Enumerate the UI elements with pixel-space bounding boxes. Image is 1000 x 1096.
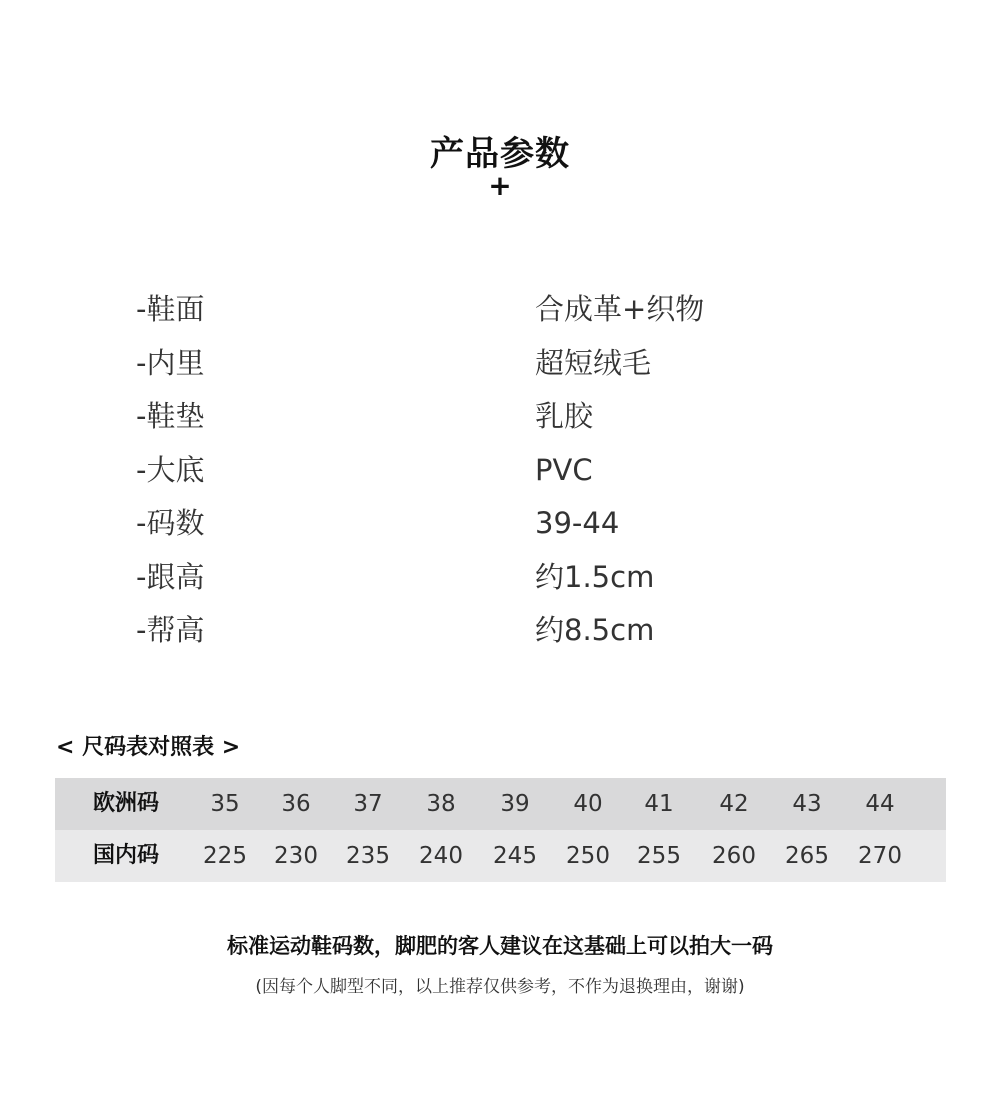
- param-row: [0, 550, 1000, 604]
- param-key: -码数: [136, 506, 205, 540]
- param-key: -鞋垫: [136, 399, 205, 433]
- table-cell: 43: [792, 791, 822, 817]
- param-value: PVC: [535, 452, 593, 487]
- disclaimer-note: (因每个人脚型不同，以上推荐仅供参考，不作为退换理由，谢谢): [255, 977, 745, 997]
- table-cell: 260: [712, 843, 756, 869]
- param-row: [0, 389, 1000, 443]
- param-row: [0, 443, 1000, 497]
- table-cell: 255: [637, 843, 681, 869]
- param-value: 约1.5cm: [535, 559, 655, 594]
- table-cell: 44: [865, 791, 895, 817]
- table-cell: 230: [274, 843, 318, 869]
- param-row: [0, 336, 1000, 390]
- table-cell: 39: [500, 791, 530, 817]
- table-row-eu: [55, 778, 946, 830]
- size-chart-heading: < 尺码表对照表 >: [56, 735, 241, 760]
- table-cell: 42: [719, 791, 749, 817]
- row-label: 欧洲码: [93, 791, 160, 816]
- page-title: 产品参数: [430, 134, 570, 174]
- table-cell: 40: [573, 791, 603, 817]
- param-value: 约8.5cm: [535, 613, 655, 647]
- table-cell: 265: [785, 843, 829, 869]
- table-cell: 35: [210, 791, 240, 817]
- param-key: -跟高: [136, 559, 205, 594]
- param-key: -帮高: [136, 613, 205, 647]
- table-cell: 37: [353, 791, 383, 817]
- plus-icon: +: [488, 169, 512, 202]
- table-cell: 235: [346, 843, 390, 869]
- param-key: -大底: [136, 452, 205, 487]
- table-cell: 250: [566, 843, 610, 869]
- row-label: 国内码: [93, 843, 160, 868]
- table-cell: 245: [493, 843, 537, 869]
- param-value: 合成革+织物: [535, 292, 705, 326]
- param-key: -内里: [136, 345, 205, 380]
- table-cell: 240: [419, 843, 463, 869]
- param-row: [0, 603, 1000, 657]
- param-row: [0, 496, 1000, 550]
- size-chart-table: [55, 778, 946, 882]
- table-cell: 270: [858, 843, 902, 869]
- param-key: -鞋面: [136, 292, 205, 326]
- table-row-cn: [55, 830, 946, 882]
- param-row: [0, 282, 1000, 336]
- table-cell: 38: [426, 791, 456, 817]
- param-value: 39-44: [535, 506, 620, 540]
- table-cell: 41: [644, 791, 674, 817]
- params-list: [0, 282, 1000, 657]
- table-cell: 36: [281, 791, 311, 817]
- size-advice-note: 标准运动鞋码数，脚肥的客人建议在这基础上可以拍大一码: [227, 934, 773, 958]
- param-value: 乳胶: [535, 399, 594, 433]
- table-cell: 225: [203, 843, 247, 869]
- param-value: 超短绒毛: [535, 345, 652, 380]
